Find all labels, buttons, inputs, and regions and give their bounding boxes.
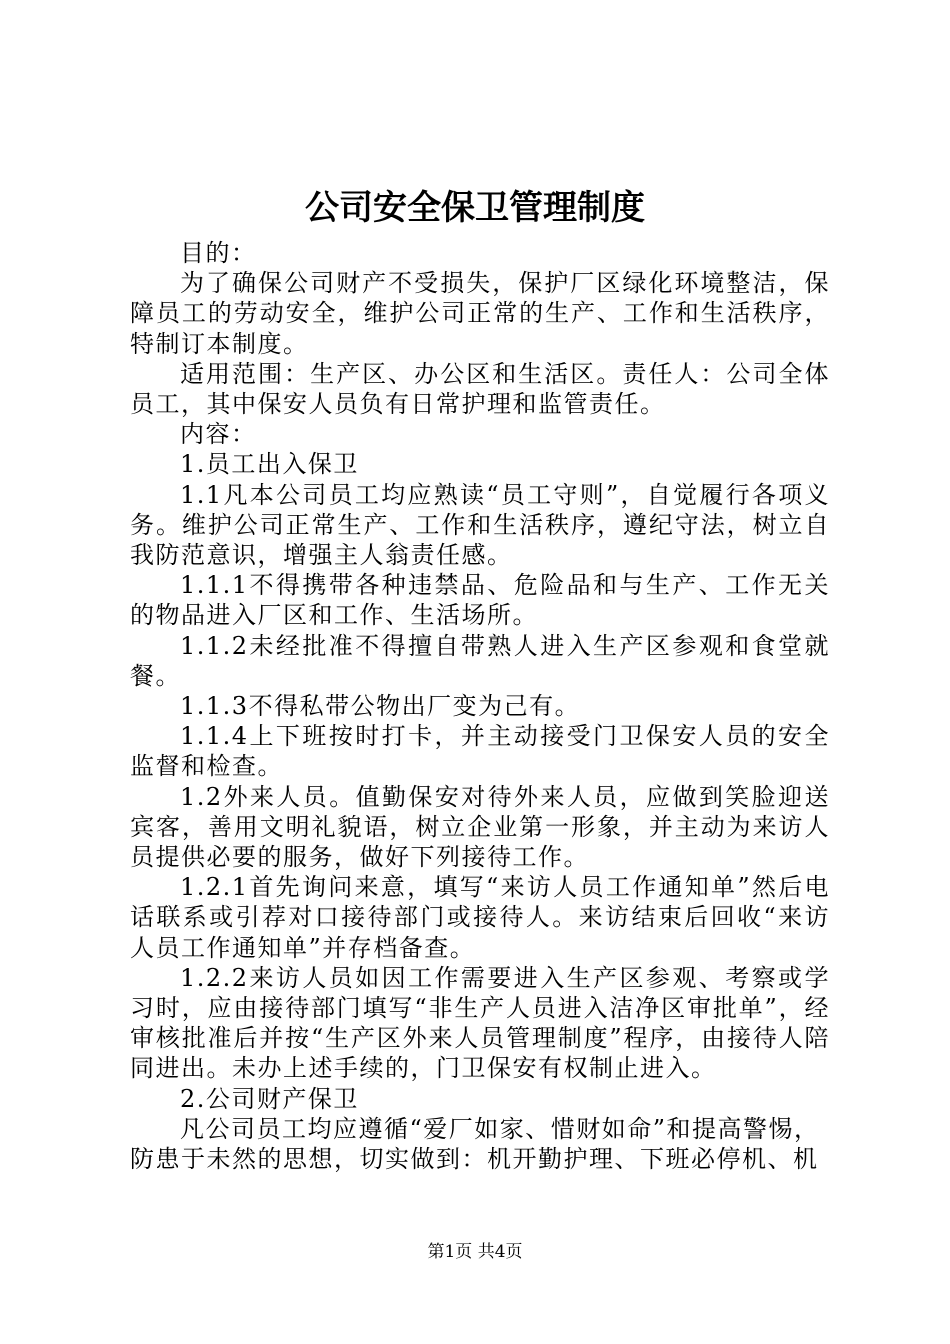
paragraph-1-2: 1.2外来人员。值勤保安对待外来人员，应做到笑脸迎送宾客，善用文明礼貌语，树立企业第一形象，并主动为来访人员提供必要的服务，做好下列接待工作。 xyxy=(130,782,830,872)
section-heading-1: 1.员工出入保卫 xyxy=(180,450,359,479)
section-heading-2: 2.公司财产保卫 xyxy=(180,1084,359,1113)
paragraph-content-heading: 内容： xyxy=(180,420,257,449)
paragraph-1-1: 1.1凡本公司员工均应熟读“员工守则”，自觉履行各项义务。维护公司正常生产、工作和生活秩序，遵纪守法，树立自我防范意识，增强主人翁责任感。 xyxy=(130,480,830,570)
paragraph-purpose-heading: 目的： xyxy=(180,239,257,267)
paragraph-1-1-3: 1.1.3不得私带公物出厂变为己有。 xyxy=(180,692,581,721)
paragraph-1-1-4: 1.1.4上下班按时打卡，并主动接受门卫保安人员的安全监督和检查。 xyxy=(130,722,830,781)
paragraph-1-2-1: 1.2.1首先询问来意，填写“来访人员工作通知单”然后电话联系或引荐对口接待部门或接待人。来访结束后回收“来访人员工作通知单”并存档备查。 xyxy=(130,873,830,962)
paragraph-1-2-2: 1.2.2来访人员如因工作需要进入生产区参观、考察或学习时，应由接待部门填写“非生产人员进入洁净区审批单”，经审核批准后并按“生产区外来人员管理制度”程序，由接待人陪同进出。未办上述手续的，门卫保安有权制止进入。 xyxy=(130,963,830,1083)
document-title: 公司安全保卫管理制度 xyxy=(305,188,645,228)
document-body xyxy=(130,238,830,1174)
paragraph-purpose: 为了确保公司财产不受损失，保护厂区绿化环境整洁，保障员工的劳动安全，维护公司正常的生产、工作和生活秩序，特制订本制度。 xyxy=(130,269,830,358)
paragraph-2: 凡公司员工均应遵循“爱厂如家、惜财如命”和提高警惕，防患于未然的思想，切实做到：机开勤护理、下班必停机、机 xyxy=(130,1114,820,1174)
paragraph-1-1-1: 1.1.1不得携带各种违禁品、危险品和与生产、工作无关的物品进入厂区和工作、生活场所。 xyxy=(130,571,830,630)
page-footer: 第1页 共4页 xyxy=(427,1242,523,1262)
paragraph-scope: 适用范围：生产区、办公区和生活区。责任人：公司全体员工，其中保安人员负有日常护理和监管责任。 xyxy=(130,359,830,419)
paragraph-1-1-2: 1.1.2未经批准不得擅自带熟人进入生产区参观和食堂就餐。 xyxy=(130,631,830,690)
